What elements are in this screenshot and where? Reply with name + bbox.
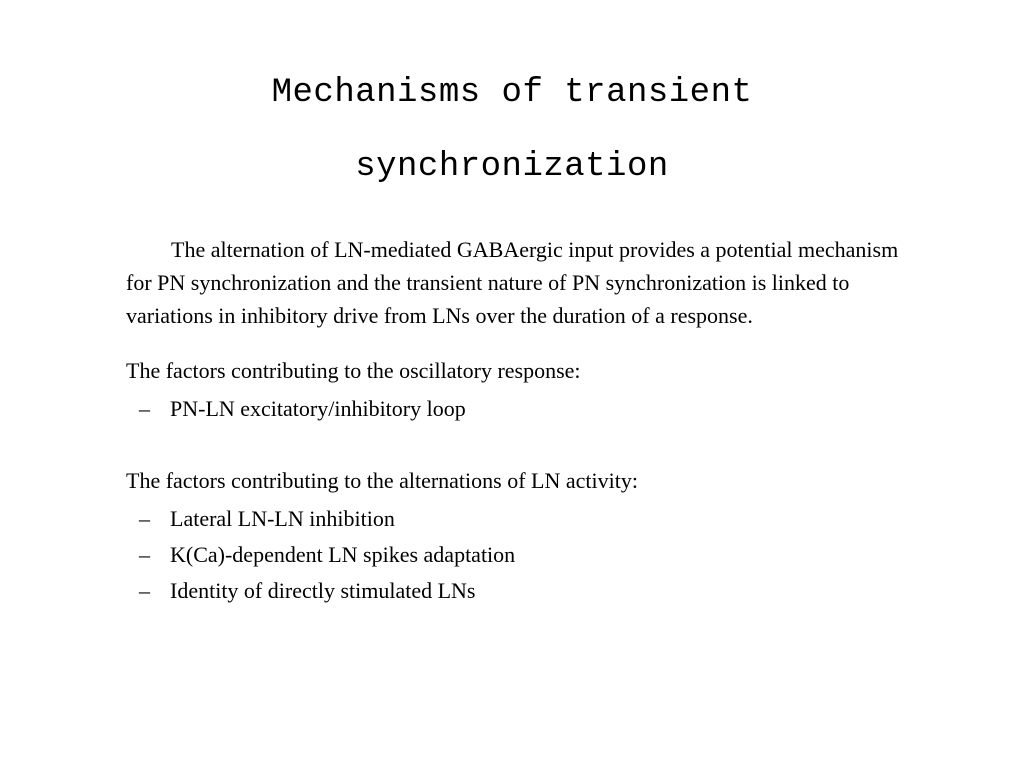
list-item-text: Identity of directly stimulated LNs	[170, 578, 476, 603]
section-heading: The factors contributing to the oscillatory response:	[126, 358, 581, 383]
slide-title-line-2: synchronization	[355, 148, 669, 186]
list-item	[126, 391, 926, 427]
list-item	[126, 537, 926, 573]
bullet-dash: –	[139, 578, 150, 603]
intro-paragraph: The alternation of LN-mediated GABAergic input provides a potential mechanism for PN synchronization and the transient nature of PN synchronization is linked to variations in inhibitory drive from LNs over the duration of a response.	[126, 237, 899, 328]
slide-title-line-1: Mechanisms of transient	[271, 74, 753, 112]
list-item-text: K(Ca)-dependent LN spikes adaptation	[170, 542, 516, 567]
bullet-dash: –	[139, 506, 150, 531]
section-heading: The factors contributing to the alternations of LN activity:	[126, 468, 638, 493]
list-item	[126, 573, 926, 609]
section-ln-alternations	[126, 464, 926, 609]
bullet-list	[126, 391, 926, 427]
bullet-dash: –	[139, 396, 150, 421]
bullet-list	[126, 501, 926, 609]
slide-title	[112, 56, 912, 204]
section-oscillatory-response	[126, 354, 926, 427]
list-item-text: PN-LN excitatory/inhibitory loop	[170, 396, 466, 421]
bullet-dash: –	[139, 542, 150, 567]
list-item-text: Lateral LN-LN inhibition	[170, 506, 395, 531]
list-item	[126, 501, 926, 537]
slide-body	[126, 233, 926, 609]
